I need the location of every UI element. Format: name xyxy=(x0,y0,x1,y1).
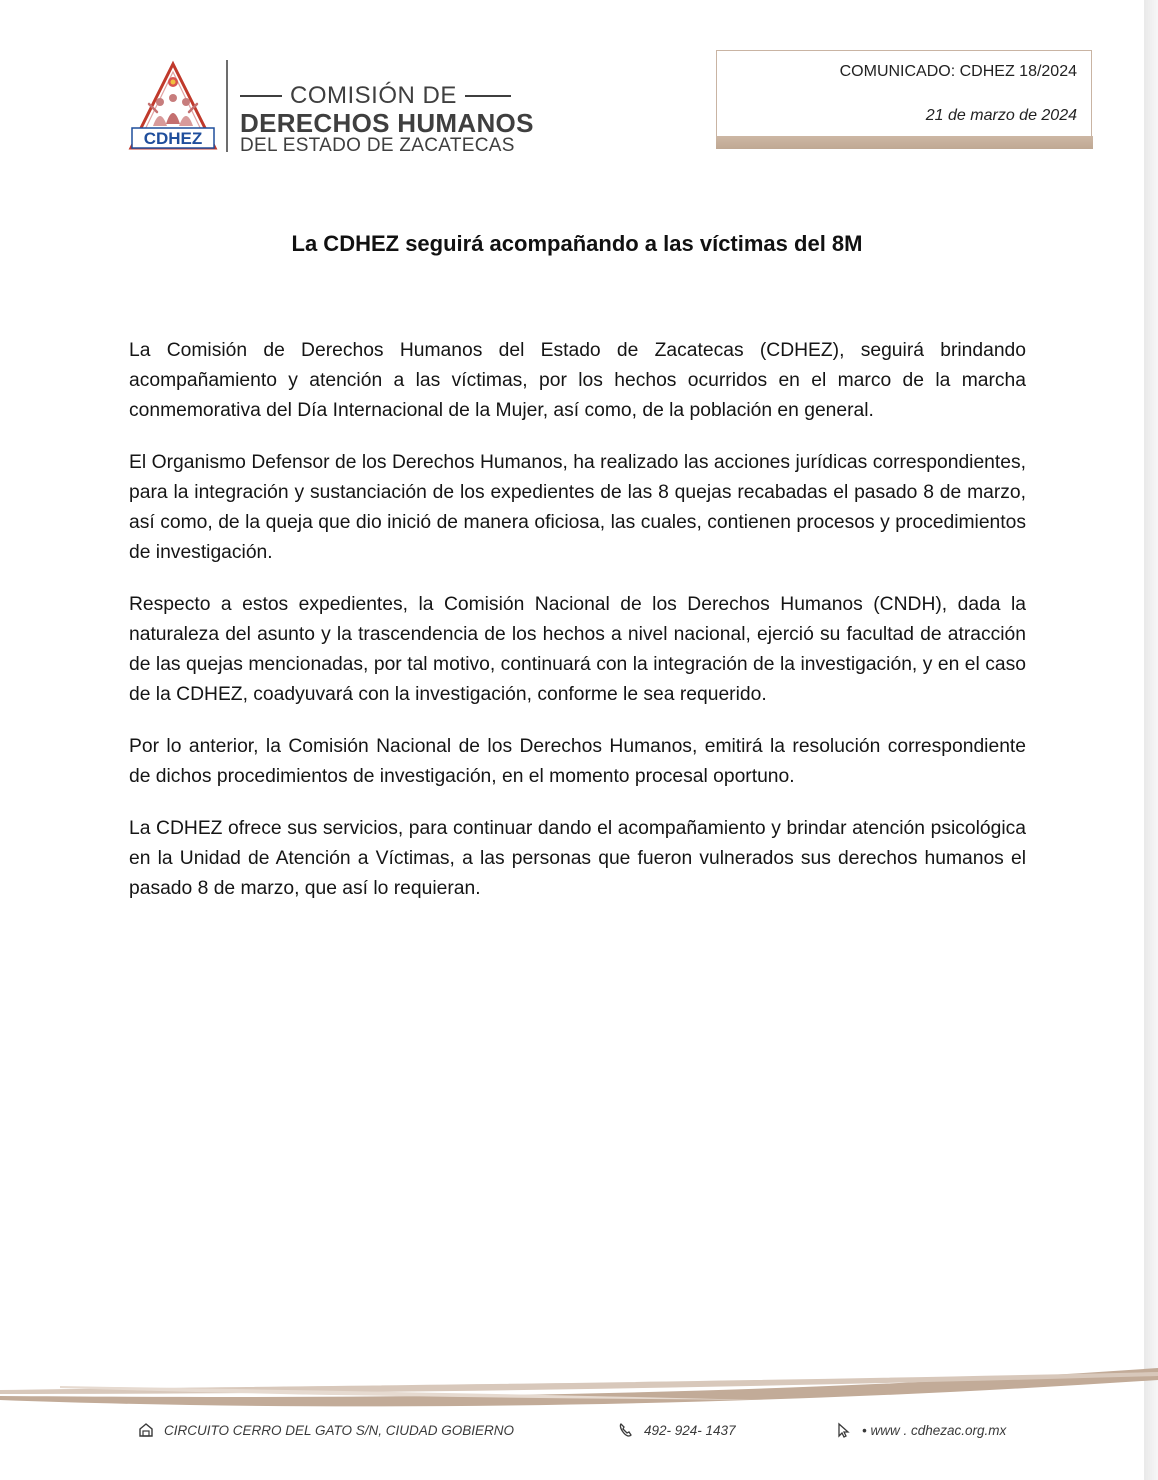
logo-divider xyxy=(226,60,228,152)
comunicado-box xyxy=(716,50,1092,136)
footer-phone-text: 492- 924- 1437 xyxy=(644,1422,736,1438)
decorative-rule-left xyxy=(240,95,282,97)
organization-name xyxy=(240,82,534,156)
footer-website-text[interactable]: • www . cdhezac.org.mx xyxy=(862,1422,1007,1438)
footer-contact xyxy=(0,1420,1158,1444)
footer-address-text: CIRCUITO CERRO DEL GATO S/N, CIUDAD GOBIERNO xyxy=(164,1422,515,1438)
footer-phone xyxy=(618,1422,736,1438)
comunicado-code: COMUNICADO: CDHEZ 18/2024 xyxy=(839,63,1077,80)
paragraph-5: La CDHEZ ofrece sus servicios, para continuar dando el acompañamiento y brindar atención psicológica en la Unidad de Atención a Víctimas, a las personas que fueron vulnerados sus derechos humanos el pasado 8 de marzo, que así lo requieran. xyxy=(129,818,1026,899)
decorative-rule-right xyxy=(465,95,511,97)
paragraph-3: Respecto a estos expedientes, la Comisión Nacional de los Derechos Humanos (CNDH), dada la naturaleza del asunto y la trascendencia de los hechos a nivel nacional, ejerció su facultad de atracción de las quejas mencionadas, por tal motivo, continuará con la integración de la investigación, y en el caso de la CDHEZ, coadyuvará con la investigación, conforme le sea requerido. xyxy=(129,594,1026,705)
phone-icon xyxy=(618,1422,634,1438)
footer-swoosh-decoration xyxy=(0,1360,1158,1420)
paragraph-2: El Organismo Defensor de los Derechos Humanos, ha realizado las acciones jurídicas correspondientes, para la integración y sustanciación de los expedientes de las 8 quejas recabadas el pasado 8 de marzo, así como, de la queja que dio inició de manera oficiosa, las cuales, contienen procesos y procedimientos de investigación. xyxy=(129,452,1026,563)
org-line-1-text: COMISIÓN DE xyxy=(290,82,457,109)
org-line-3: DEL ESTADO DE ZACATECAS xyxy=(240,135,515,156)
paragraph-4: Por lo anterior, la Comisión Nacional de los Derechos Humanos, emitirá la resolución correspondiente de dichos procedimientos de investigación, en el momento procesal oportuno. xyxy=(129,736,1026,787)
logo-text: CDHEZ xyxy=(143,129,203,148)
headline: La CDHEZ seguirá acompañando a las víctimas del 8M xyxy=(291,231,863,256)
building-icon xyxy=(138,1422,154,1438)
page-edge xyxy=(1144,0,1158,1480)
footer-website[interactable] xyxy=(836,1422,1006,1438)
cdhez-logo xyxy=(127,60,219,154)
press-release-body xyxy=(129,336,1026,926)
cursor-icon xyxy=(836,1422,852,1438)
comunicado-accent-bar xyxy=(716,136,1093,149)
org-line-1 xyxy=(240,82,530,110)
footer-address xyxy=(138,1422,514,1438)
org-line-2: DERECHOS HUMANOS xyxy=(240,108,534,138)
comunicado-date: 21 de marzo de 2024 xyxy=(925,107,1077,124)
paragraph-1: La Comisión de Derechos Humanos del Estado de Zacatecas (CDHEZ), seguirá brindando acompañamiento y atención a las víctimas, por los hechos ocurridos en el marco de la marcha conmemorativa del Día Internacional de la Mujer, así como, de la población en general. xyxy=(129,340,1026,421)
